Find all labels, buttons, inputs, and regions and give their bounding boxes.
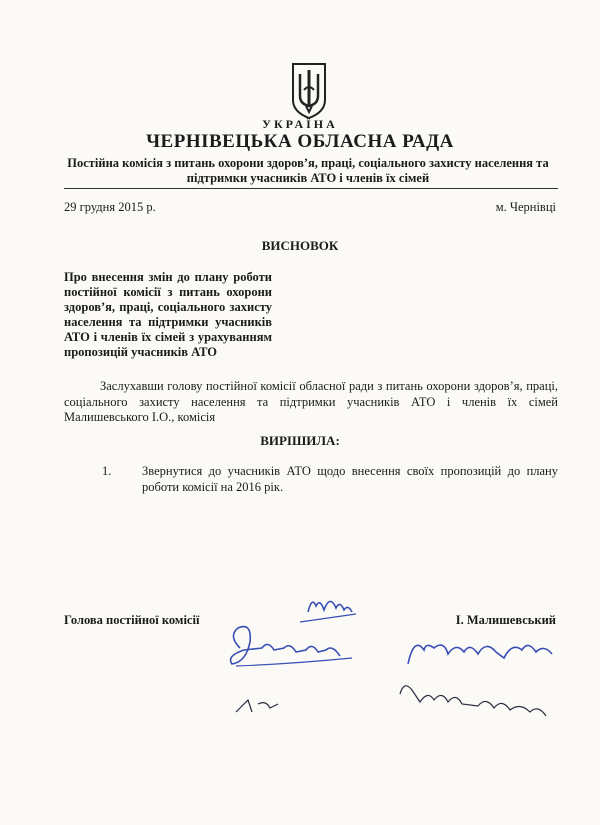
commission-name: Постійна комісія з питань охорони здоров’я, праці, соціального захисту населення та підтримки учасників АТО і членів їх сімей xyxy=(67,156,549,185)
initials-scribble xyxy=(236,700,278,712)
council-name: ЧЕРНІВЕЦЬКА ОБЛАСНА РАДА xyxy=(146,131,454,152)
document-title: ВИСНОВОК xyxy=(261,238,339,253)
decision-item-number: 1. xyxy=(102,464,112,478)
header-divider xyxy=(64,188,558,189)
decision-item-text: Звернутися до учасників АТО щодо внесення своїх пропозицій до плану роботи комісії на 2016 рік. xyxy=(142,464,558,494)
member-signature-left xyxy=(231,627,341,664)
note-scribble xyxy=(400,686,546,716)
document-body: Заслухавши голову постійної комісії обласної ради з питань охорони здоров’я, праці, соціального захисту населення та підтримки учасників АТО і членів їх сімей Малишевського І.О., комісія xyxy=(64,379,558,424)
document-date: 29 грудня 2015 р. xyxy=(64,200,156,214)
document-city: м. Чернівці xyxy=(495,200,556,214)
member-signature-right xyxy=(408,645,552,664)
document-subject: Про внесення змін до плану роботи постійної комісії з питань охорони здоров’я, праці, соціального захисту населення та підтримки учасників АТО і членів їх сімей з урахуванням пропозицій учасників АТО xyxy=(64,270,272,359)
signature-role: Голова постійної комісії xyxy=(64,613,200,627)
country-name: УКРАЇНА xyxy=(262,117,338,131)
signature-name: І. Малишевський xyxy=(455,613,556,627)
trident-coat-of-arms-icon xyxy=(289,60,329,120)
chair-signature xyxy=(308,601,352,612)
decision-heading: ВИРІШИЛА: xyxy=(260,433,340,448)
